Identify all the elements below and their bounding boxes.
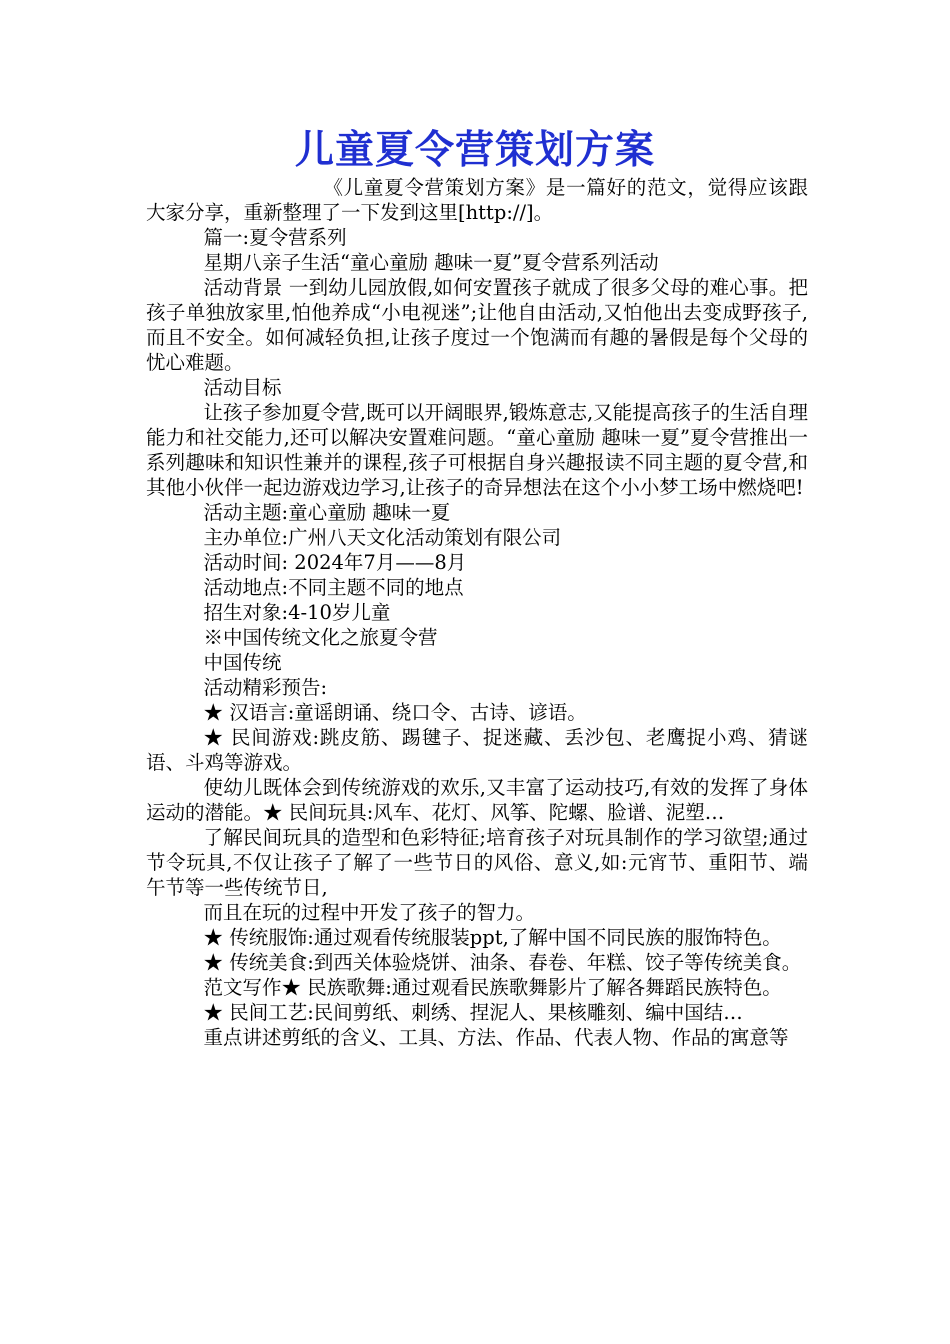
paragraph-theme: 活动主题:童心童励 趣味一夏 <box>203 501 451 524</box>
paragraph-event-name: 星期八亲子生活“童心童励 趣味一夏”夏令营系列活动 <box>203 251 659 274</box>
paragraph-language: ★ 汉语言:童谣朗诵、绕口令、古诗、谚语。 <box>203 701 587 724</box>
paragraph-costume: ★ 传统服饰:通过观看传统服装ppt,了解中国不同民族的服饰特色。 <box>203 926 782 949</box>
paragraph-preview-heading: 活动精彩预告: <box>203 676 328 699</box>
paragraph-target: 招生对象:4-10岁儿童 <box>203 601 391 624</box>
document-body <box>146 175 808 1050</box>
paragraph-dance: 范文写作★ 民族歌舞:通过观看民族歌舞影片了解各舞蹈民族特色。 <box>203 976 782 999</box>
paragraph-toy-learning: 了解民间玩具的造型和色彩特征;培育孩子对玩具制作的学习欲望;通过节令玩具,不仅让孩子了解了一些节日的风俗、意义,如:元宵节、重阳节、端午节等一些传统节日, <box>146 826 808 899</box>
paragraph-goal-heading: 活动目标 <box>203 376 282 399</box>
paragraph-section-heading: 篇一:夏令营系列 <box>203 226 347 249</box>
paragraph-folk-toys: 使幼儿既体会到传统游戏的欢乐,又丰富了运动技巧,有效的发挥了身体运动的潜能。★ 民间玩具:风车、花灯、风筝、陀螺、脸谱、泥塑… <box>146 776 808 824</box>
paragraph-location: 活动地点:不同主题不同的地点 <box>203 576 464 599</box>
paragraph-tradition: 中国传统 <box>203 651 282 674</box>
document-title: 儿童夏令营策划方案 <box>294 127 655 173</box>
paragraph-paper-cutting: 重点讲述剪纸的含义、工具、方法、作品、代表人物、作品的寓意等 <box>203 1026 789 1049</box>
paragraph-crafts: ★ 民间工艺:民间剪纸、刺绣、捏泥人、果核雕刻、编中国结… <box>203 1001 743 1024</box>
paragraph-time: 活动时间: 2024年7月——8月 <box>203 551 467 574</box>
paragraph-goal: 让孩子参加夏令营,既可以开阔眼界,锻炼意志,又能提高孩子的生活自理能力和社交能力,还可以解决安置难问题。“童心童励 趣味一夏”夏令营推出一系列趣味和知识性兼并的课程,孩子可根据自身兴趣报读不同主题的夏令营,和其他小伙伴一起边游戏边学习,让孩子的奇异想法在这个小小梦工场中燃烧吧! <box>146 401 808 499</box>
paragraph-intro: 《儿童夏令营策划方案》是一篇好的范文，觉得应该跟大家分享，重新整理了一下发到这里[http://]。 <box>146 176 808 224</box>
paragraph-intelligence: 而且在玩的过程中开发了孩子的智力。 <box>203 901 536 924</box>
paragraph-organizer: 主办单位:广州八天文化活动策划有限公司 <box>203 526 562 549</box>
paragraph-food: ★ 传统美食:到西关体验烧饼、油条、春卷、年糕、饺子等传统美食。 <box>203 951 802 974</box>
paragraph-background: 活动背景 一到幼儿园放假,如何安置孩子就成了很多父母的难心事。把孩子单独放家里,怕他养成“小电视迷”;让他自由活动,又怕他出去变成野孩子,而且不安全。如何减轻负担,让孩子度过一个饱满而有趣的暑假是每个父母的忧心难题。 <box>146 276 808 374</box>
paragraph-folk-games: ★ 民间游戏:跳皮筋、踢毽子、捉迷藏、丢沙包、老鹰捉小鸡、猜谜语、斗鸡等游戏。 <box>146 726 808 774</box>
paragraph-camp-name: ※中国传统文化之旅夏令营 <box>203 626 438 649</box>
